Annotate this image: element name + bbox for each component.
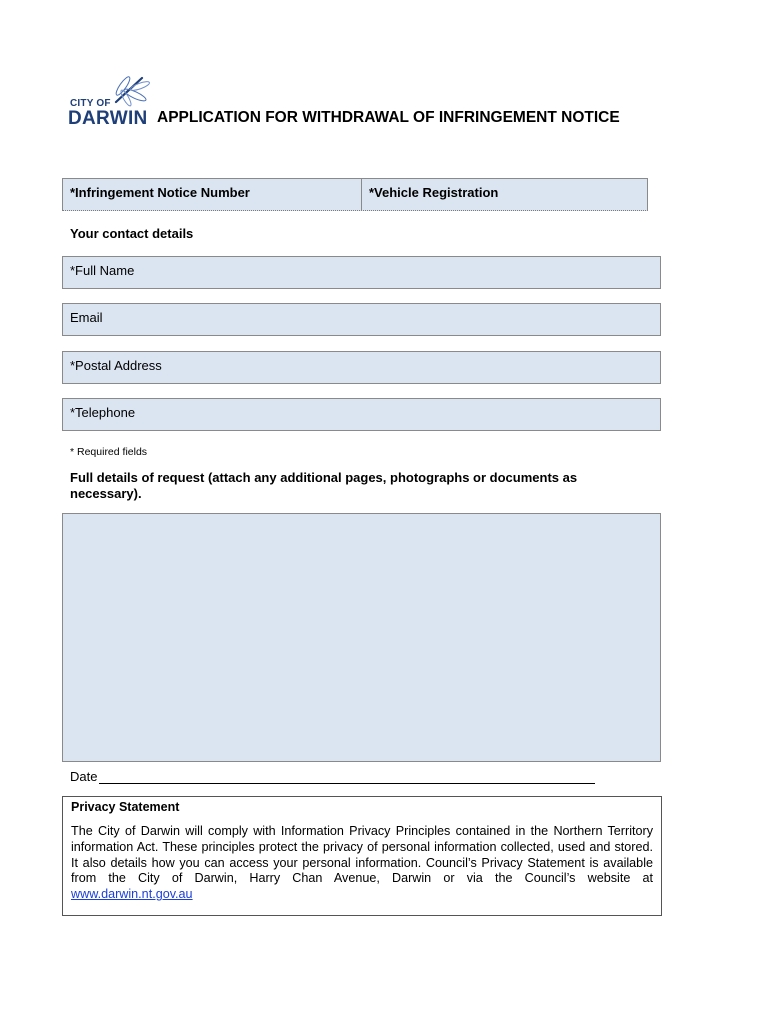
privacy-statement-body (71, 824, 653, 903)
request-details-textarea[interactable] (62, 513, 661, 762)
privacy-statement-text: The City of Darwin will comply with Information Privacy Principles contained in the Northern Territory information Act. These principles protect the privacy of personal information collected, used and stored. It also details how you can access your personal information. Council’s Privacy Statement is available from the City of Darwin, Harry Chan Avenue, Darwin or via the Council’s website at (71, 824, 653, 886)
postal-address-label: *Postal Address (70, 358, 162, 373)
dragonfly-icon (108, 72, 154, 112)
date-row (70, 769, 595, 784)
privacy-statement-title: Privacy Statement (71, 800, 180, 814)
vehicle-registration-field[interactable] (361, 178, 648, 211)
infringement-notice-number-label: *Infringement Notice Number (70, 185, 250, 200)
contact-details-heading: Your contact details (70, 226, 194, 241)
request-details-heading: Full details of request (attach any additional pages, photographs or documents as necessary). (70, 470, 578, 501)
full-name-field[interactable] (62, 256, 661, 289)
city-of-darwin-logo (68, 72, 154, 128)
council-website-link[interactable]: www.darwin.nt.gov.au (71, 887, 193, 902)
vehicle-registration-label: *Vehicle Registration (369, 185, 499, 200)
logo-city-of: CITY OF (70, 98, 111, 109)
logo-darwin: DARWIN (68, 108, 148, 129)
telephone-field[interactable] (62, 398, 661, 431)
full-name-label: *Full Name (70, 263, 135, 278)
page-title: APPLICATION FOR WITHDRAWAL OF INFRINGEMENT NOTICE (157, 109, 620, 126)
required-fields-note: * Required fields (70, 446, 148, 458)
postal-address-field[interactable] (62, 351, 661, 384)
telephone-label: *Telephone (70, 405, 136, 420)
infringement-notice-number-field[interactable] (62, 178, 362, 211)
date-input-line[interactable] (99, 769, 595, 784)
date-label: Date (70, 769, 98, 784)
email-label: Email (70, 310, 103, 325)
email-field[interactable] (62, 303, 661, 336)
privacy-statement-box (62, 796, 662, 916)
